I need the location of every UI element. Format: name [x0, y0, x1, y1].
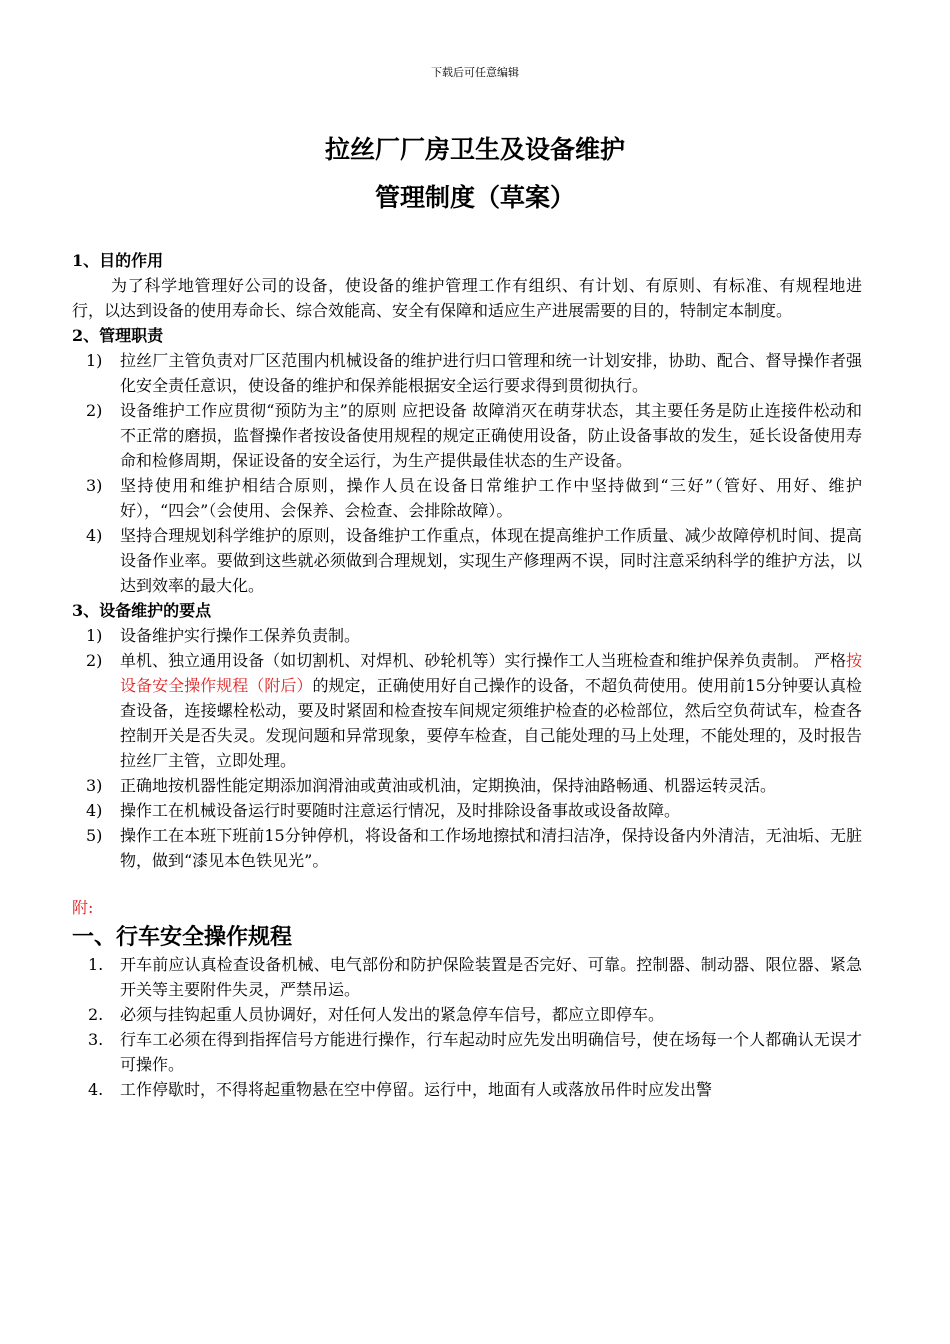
item-number: 5) [86, 826, 103, 845]
item-number: 2) [86, 401, 103, 420]
item-text: 设备维护工作应贯彻“预防为主”的原则 应把设备 故障消灭在萌芽状态，其主要任务是防止连接件松动和不正常的磨损，监督操作者按设备使用规程的规定正确使用设备，防止设备事故的发生，延长设备使用寿命和检修周期，保证设备的安全运行，为生产提供最佳状态的生产设备。 [120, 401, 862, 470]
item-number: 1) [86, 626, 103, 645]
item-number: 4) [86, 801, 103, 820]
item-text: 行车工必须在得到指挥信号方能进行操作，行车起动时应先发出明确信号，使在场每一个人都确认无误才可操作。 [120, 1030, 862, 1074]
item-number: 1. [88, 955, 104, 974]
item-text: 必须与挂钩起重人员协调好，对任何人发出的紧急停车信号，都应立即停车。 [120, 1005, 665, 1024]
item-text-part2: 的规定，正确使用好自己操作的设备，不超负荷使用。使用前15分钟要认真检查设备，连接螺栓松动，要及时紧固和检查按车间规定须维护检查的必检部位，然后空负荷试车，检查各控制开关是否失灵。发现问题和异常现象，要停车检查，自己能处理的马上处理，不能处理的，及时报告拉丝厂主管，立即处理。 [120, 676, 862, 770]
highlighted-rule-reference: 按设备安全操作规程（附后） [120, 651, 862, 695]
item-text: 开车前应认真检查设备机械、电气部份和防护保险装置是否完好、可靠。控制器、制动器、限位器、紧急开关等主要附件失灵，严禁吊运。 [120, 955, 862, 999]
list-item [72, 523, 862, 598]
maintenance-points-list [72, 623, 862, 873]
item-text: 工作停歇时，不得将起重物悬在空中停留。运行中，地面有人或落放吊件时应发出警 [120, 1080, 713, 1099]
item-number: 2) [86, 651, 103, 670]
list-item [72, 798, 862, 823]
section-heading-crane-rules: 一、行车安全操作规程 [72, 924, 293, 950]
item-text: 坚持使用和维护相结合原则，操作人员在设备日常维护工作中坚持做到“三好”（管好、用好、维护好），“四会”（会使用、会保养、会检查、会排除故障）。 [120, 476, 862, 520]
item-number: 4) [86, 526, 103, 545]
list-item [72, 348, 862, 398]
crane-rules-list [72, 952, 862, 1102]
item-text: 坚持合理规划科学维护的原则，设备维护工作重点，体现在提高维护工作质量、减少故障停机时间、提高设备作业率。要做到这些就必须做到合理规划，实现生产修理两不误，同时注意采纳科学的维护方法，以达到效率的最大化。 [120, 526, 862, 595]
item-text: 正确地按机器性能定期添加润滑油或黄油或机油，定期换油，保持油路畅通、机器运转灵活。 [120, 776, 777, 795]
item-number: 3. [88, 1030, 104, 1049]
item-number: 3) [86, 476, 103, 495]
list-item [72, 1002, 862, 1027]
document-body [72, 248, 862, 1102]
item-text: 设备维护实行操作工保养负责制。 [120, 626, 361, 645]
document-title-line1: 拉丝厂厂房卫生及设备维护 [324, 135, 625, 164]
list-item [72, 398, 862, 473]
list-item [72, 648, 862, 773]
list-item [72, 823, 862, 873]
header-note: 下载后可任意编辑 [431, 66, 519, 79]
purpose-paragraph: 为了科学地管理好公司的设备，使设备的维护管理工作有组织、有计划、有原则、有标准、有规程地进行，以达到设备的使用寿命长、综合效能高、安全有保障和适应生产进展需要的目的，特制定本制度。 [72, 276, 862, 320]
document-title-line2: 管理制度（草案） [374, 183, 575, 212]
item-number: 3) [86, 776, 103, 795]
responsibilities-list [72, 348, 862, 598]
item-text: 操作工在机械设备运行时要随时注意运行情况，及时排除设备事故或设备故障。 [120, 801, 681, 820]
section-heading-responsibilities: 2、管理职责 [72, 326, 164, 345]
list-item [72, 473, 862, 523]
list-item [72, 773, 862, 798]
list-item [72, 623, 862, 648]
item-number: 1) [86, 351, 103, 370]
item-text-part1: 单机、独立通用设备（如切割机、对焊机、砂轮机等）实行操作工人当班检查和维护保养负责制。 严格 [120, 651, 846, 670]
list-item [72, 1027, 862, 1077]
item-number: 2. [88, 1005, 104, 1024]
list-item [72, 1077, 862, 1102]
section-heading-purpose: 1、目的作用 [72, 251, 164, 270]
section-heading-maintenance-points: 3、设备维护的要点 [72, 601, 212, 620]
appendix-label: 附: [72, 898, 94, 917]
item-text: 操作工在本班下班前15分钟停机，将设备和工作场地擦拭和清扫洁净，保持设备内外清洁，无油垢、无脏物，做到“漆见本色铁见光”。 [120, 826, 862, 870]
list-item [72, 952, 862, 1002]
item-number: 4. [88, 1080, 104, 1099]
item-text: 拉丝厂主管负责对厂区范围内机械设备的维护进行归口管理和统一计划安排，协助、配合、督导操作者强化安全责任意识，使设备的维护和保养能根据安全运行要求得到贯彻执行。 [120, 351, 862, 395]
